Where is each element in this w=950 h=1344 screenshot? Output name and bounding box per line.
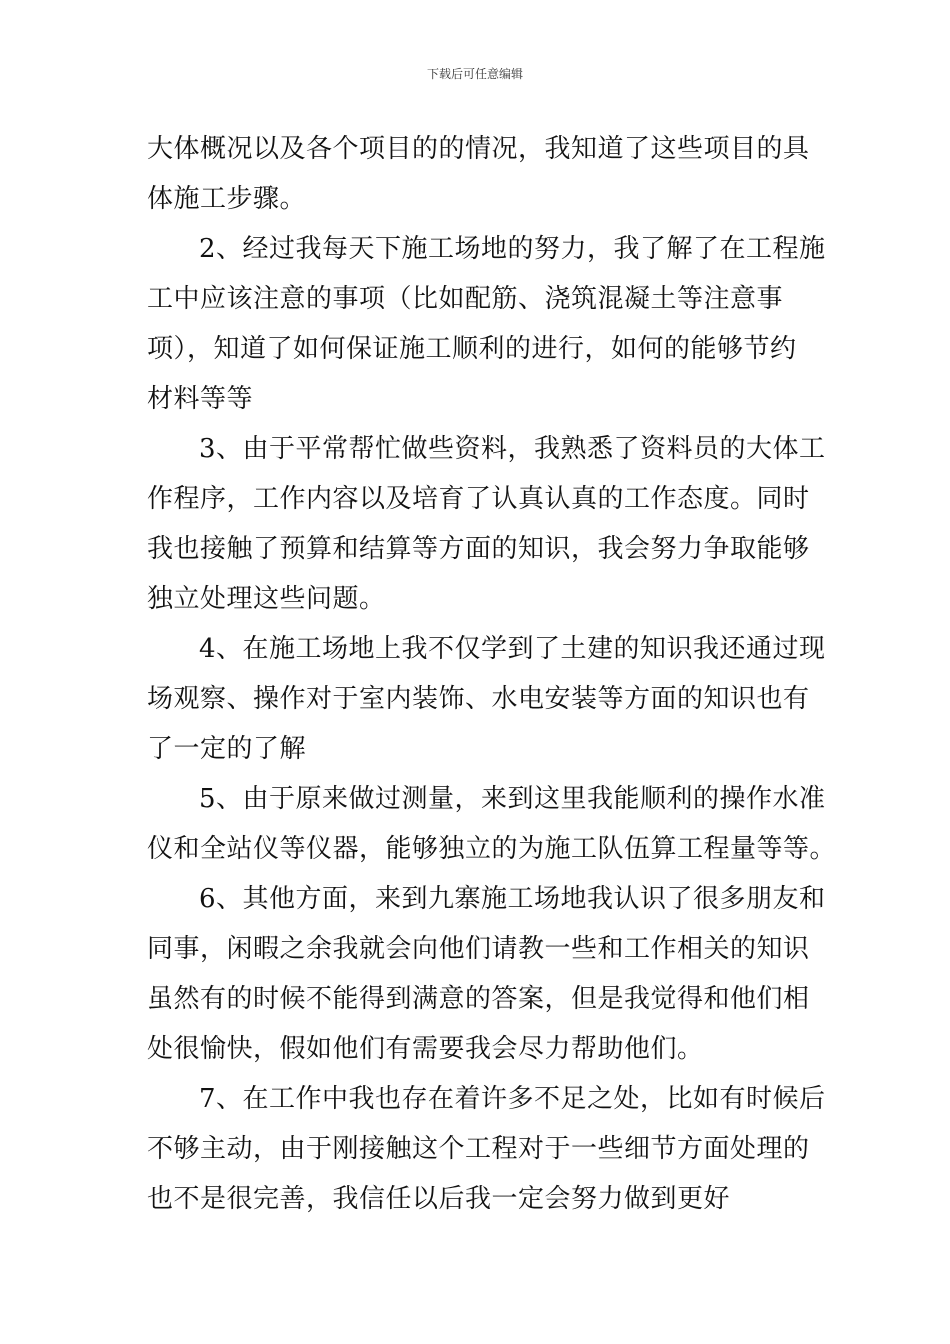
text-line: 工中应该注意的事项（比如配筋、浇筑混凝土等注意事 — [147, 284, 784, 314]
text-line: 场观察、操作对于室内装饰、水电安装等方面的知识也有 — [147, 684, 810, 714]
text-line: 我也接触了预算和结算等方面的知识，我会努力争取能够 — [147, 534, 810, 564]
paragraph-start-line: 3、由于平常帮忙做些资料，我熟悉了资料员的大体工 — [199, 434, 826, 464]
text-line: 也不是很完善，我信任以后我一定会努力做到更好 — [147, 1184, 731, 1214]
text-line: 材料等等 — [147, 384, 254, 414]
document-body — [147, 124, 837, 1224]
text-line: 仪和全站仪等仪器，能够独立的为施工队伍算工程量等等。 — [147, 834, 837, 864]
text-line: 大体概况以及各个项目的的情况，我知道了这些项目的具 — [147, 134, 810, 164]
text-line: 处很愉快，假如他们有需要我会尽力帮助他们。 — [147, 1034, 704, 1064]
paragraph-start-line: 5、由于原来做过测量，来到这里我能顺利的操作水准 — [199, 784, 826, 814]
paragraph-start-line: 4、在施工场地上我不仅学到了土建的知识我还通过现 — [199, 634, 826, 664]
paragraph-start-line: 6、其他方面，来到九寨施工场地我认识了很多朋友和 — [199, 884, 826, 914]
text-line: 同事，闲暇之余我就会向他们请教一些和工作相关的知识 — [147, 934, 810, 964]
text-line: 了一定的了解 — [147, 734, 307, 764]
text-line: 项），知道了如何保证施工顺利的进行，如何的能够节约 — [147, 334, 797, 364]
paragraph-start-line: 7、在工作中我也存在着许多不足之处，比如有时候后 — [199, 1084, 826, 1114]
text-line: 作程序，工作内容以及培育了认真认真的工作态度。同时 — [147, 484, 810, 514]
text-line: 虽然有的时候不能得到满意的答案，但是我觉得和他们相 — [147, 984, 810, 1014]
text-line: 不够主动，由于刚接触这个工程对于一些细节方面处理的 — [147, 1134, 810, 1164]
text-line: 独立处理这些问题。 — [147, 584, 386, 614]
page-header: 下载后可任意编辑 — [426, 67, 523, 81]
text-line: 体施工步骤。 — [147, 184, 307, 214]
paragraph-start-line: 2、经过我每天下施工场地的努力，我了解了在工程施 — [199, 234, 826, 264]
